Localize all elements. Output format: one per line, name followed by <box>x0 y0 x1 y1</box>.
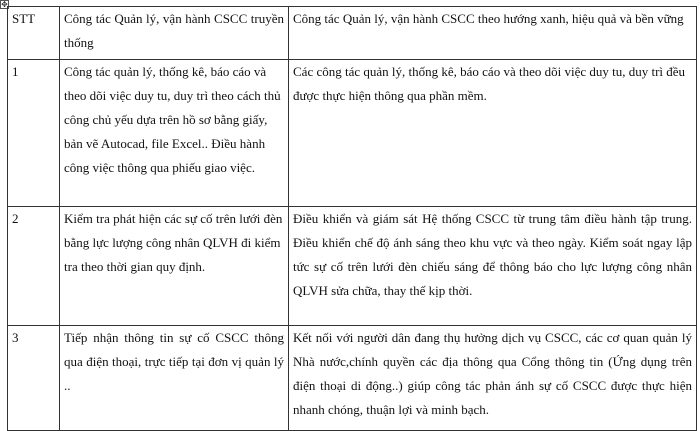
header-green: Công tác Quản lý, vận hành CSCC theo hướng xanh, hiệu quả và bền vững <box>289 7 697 60</box>
cell-traditional: Công tác quản lý, thống kê, báo cáo và theo dõi việc duy tu, duy trì theo cách thủ công chủ yếu dựa trên hồ sơ bằng giấy, bản vẽ Autocad, file Excel.. Điều hành công việc thông qua phiếu giao việc. <box>60 60 289 207</box>
cell-green: Các công tác quản lý, thống kê, báo cáo và theo dõi việc duy tu, duy trì đều được thực hiện thông qua phần mềm. <box>289 60 697 207</box>
cell-stt: 3 <box>8 326 60 431</box>
header-traditional: Công tác Quản lý, vận hành CSCC truyền thống <box>60 7 289 60</box>
header-stt: STT <box>8 7 60 60</box>
table-move-handle-icon[interactable]: ✥ <box>1 0 8 9</box>
table-header-row <box>8 7 697 60</box>
comparison-table <box>7 6 697 431</box>
table-row <box>8 60 697 207</box>
table-row <box>8 326 697 431</box>
cell-traditional: Tiếp nhận thông tin sự cố CSCC thông qua điện thoại, trực tiếp tại đơn vị quản lý .. <box>60 326 289 431</box>
cell-green: Điều khiển và giám sát Hệ thống CSCC từ trung tâm điều hành tập trung. Điều khiển chế độ ánh sáng theo khu vực và theo ngày. Kiểm soát ngay lập tức sự cố trên lưới đèn chiếu sáng để thông báo cho lực lượng công nhân QLVH sửa chữa, thay thế kịp thời. <box>289 207 697 326</box>
cell-stt: 1 <box>8 60 60 207</box>
cell-stt: 2 <box>8 207 60 326</box>
cell-green: Kết nối với người dân đang thụ hưởng dịch vụ CSCC, các cơ quan quản lý Nhà nước,chính quyền các địa thông qua Cổng thông tin (Ứng dụng trên điện thoại di động..) giúp công tác phản ánh sự cố CSCC được thực hiện nhanh chóng, thuận lợi và minh bạch. <box>289 326 697 431</box>
table-row <box>8 207 697 326</box>
cell-traditional: Kiểm tra phát hiện các sự cố trên lưới đèn bằng lực lượng công nhân QLVH đi kiểm tra theo thời gian quy định. <box>60 207 289 326</box>
